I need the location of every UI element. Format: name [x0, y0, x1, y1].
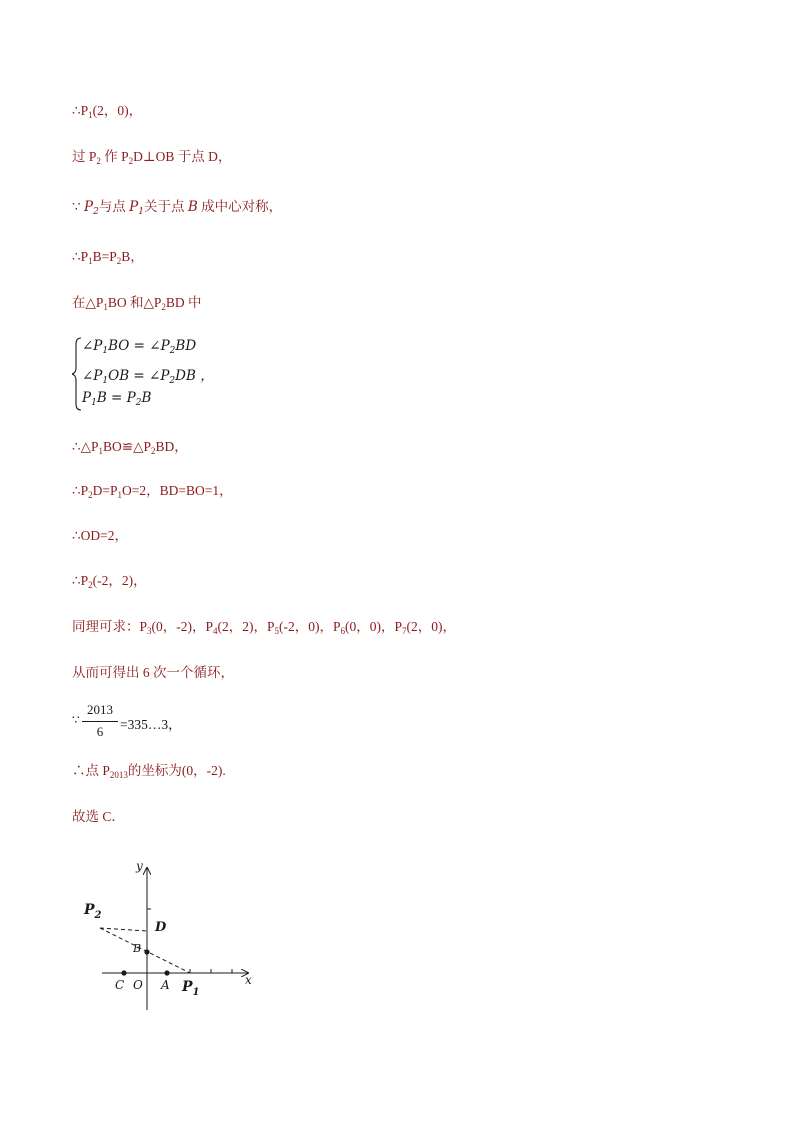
subscript: 2 — [116, 256, 122, 266]
step-draw-perpendicular — [72, 148, 231, 167]
text: (-2，2)， — [92, 573, 147, 588]
label-b: B — [133, 942, 142, 955]
text: 在△P — [72, 295, 104, 310]
text: ∴点 P — [72, 763, 110, 778]
label-c: C — [115, 978, 125, 992]
step-central-symmetry — [72, 198, 282, 218]
text: (2，0)， — [92, 103, 143, 118]
equation-row-2: $\angle P_1OB$ = $\angle P_2DB$ ， — [82, 368, 214, 386]
subscript: 1 — [117, 490, 122, 500]
text: BO — [102, 439, 122, 454]
step-p1-coordinate — [72, 102, 142, 121]
text: ∴△P — [72, 439, 99, 454]
label-p2: $P_2$ — [84, 902, 102, 921]
y-axis-label: y — [136, 859, 143, 873]
text: BD， — [155, 439, 188, 454]
label-p1: $P_1$ — [182, 979, 200, 998]
label-o: O — [133, 978, 143, 992]
text: O=2，BD=BO=1， — [121, 483, 233, 498]
text: ∴P — [72, 483, 89, 498]
step-p2013-coordinate — [72, 762, 226, 781]
because-symbol: ∵ — [72, 713, 80, 727]
step-cycle — [72, 664, 234, 682]
point-a — [164, 970, 169, 975]
text: B=P — [92, 249, 117, 264]
text: △P — [133, 439, 151, 454]
text: D=P — [92, 483, 118, 498]
answer-line — [72, 808, 125, 826]
subscript: 1 — [103, 302, 108, 312]
text: 作 P — [100, 149, 129, 164]
text: ∴P — [72, 103, 89, 118]
label-d: D — [155, 920, 167, 935]
text: ∵ — [72, 199, 84, 214]
text: BD 中 — [165, 295, 202, 310]
text: 过 P — [72, 149, 97, 164]
step-od — [72, 527, 128, 545]
fraction-bar — [82, 721, 118, 722]
point-c — [121, 970, 126, 975]
step-lengths — [72, 482, 233, 501]
subscript: 2013 — [109, 770, 128, 780]
fraction-result: =335…3， — [120, 717, 182, 732]
fraction-equation — [72, 702, 202, 742]
subscript: 2 — [150, 446, 156, 456]
equation-row-3: $P_1B = P_2B$ — [82, 390, 152, 408]
fraction-numerator: 2013 — [87, 702, 113, 717]
fraction-denominator: 6 — [96, 724, 104, 739]
var-p1: $P_1$ — [129, 199, 144, 217]
step-p2-coordinate — [72, 572, 147, 591]
var-p2: $P_2$ — [83, 199, 99, 217]
dashed-p2-d — [100, 928, 147, 931]
text: BO 和△P — [107, 295, 162, 310]
step-similar-points: 同理可求：$P_3(0$，-2)，$P_4(2$，2)，$P_5(-2$，0)，$P_6(0$，0)，$P_7(2$，0)， — [72, 619, 457, 636]
congruent-symbol: ≌ — [121, 439, 134, 454]
text: ∴P — [72, 573, 89, 588]
label-a: A — [161, 978, 170, 992]
subscript: 2 — [88, 580, 93, 590]
text: 成中心对称， — [197, 199, 283, 214]
subscript: 1 — [88, 256, 93, 266]
var-b: B — [187, 199, 198, 215]
x-axis-label: x — [245, 973, 252, 987]
subscript: 1 — [88, 110, 93, 120]
text: ∴P — [72, 249, 89, 264]
equation-system — [72, 336, 242, 412]
point-b — [144, 949, 149, 954]
subscript: 2 — [128, 156, 134, 166]
subscript: 1 — [98, 446, 103, 456]
step-equal-segments — [72, 248, 144, 267]
text: ∴OD=2， — [72, 528, 128, 543]
subscript: 2 — [88, 490, 93, 500]
equation-row-1: $\angle P_1BO$ = $\angle P_2BD$ — [82, 338, 197, 356]
coordinate-figure — [80, 850, 280, 1020]
text: 的坐标为(0，-2). — [127, 763, 226, 778]
step-congruent — [72, 438, 188, 457]
text: 故选 C． — [72, 809, 125, 824]
subscript: 2 — [161, 302, 166, 312]
subscript: 2 — [96, 156, 101, 166]
text: D⊥OB 于点 D， — [133, 149, 232, 164]
step-triangles-intro — [72, 294, 202, 313]
text: B， — [121, 249, 144, 264]
text: 关于点 — [144, 199, 188, 214]
text: 与点 — [98, 199, 130, 214]
text: 从而可得出 6 次一个循环， — [72, 665, 234, 680]
